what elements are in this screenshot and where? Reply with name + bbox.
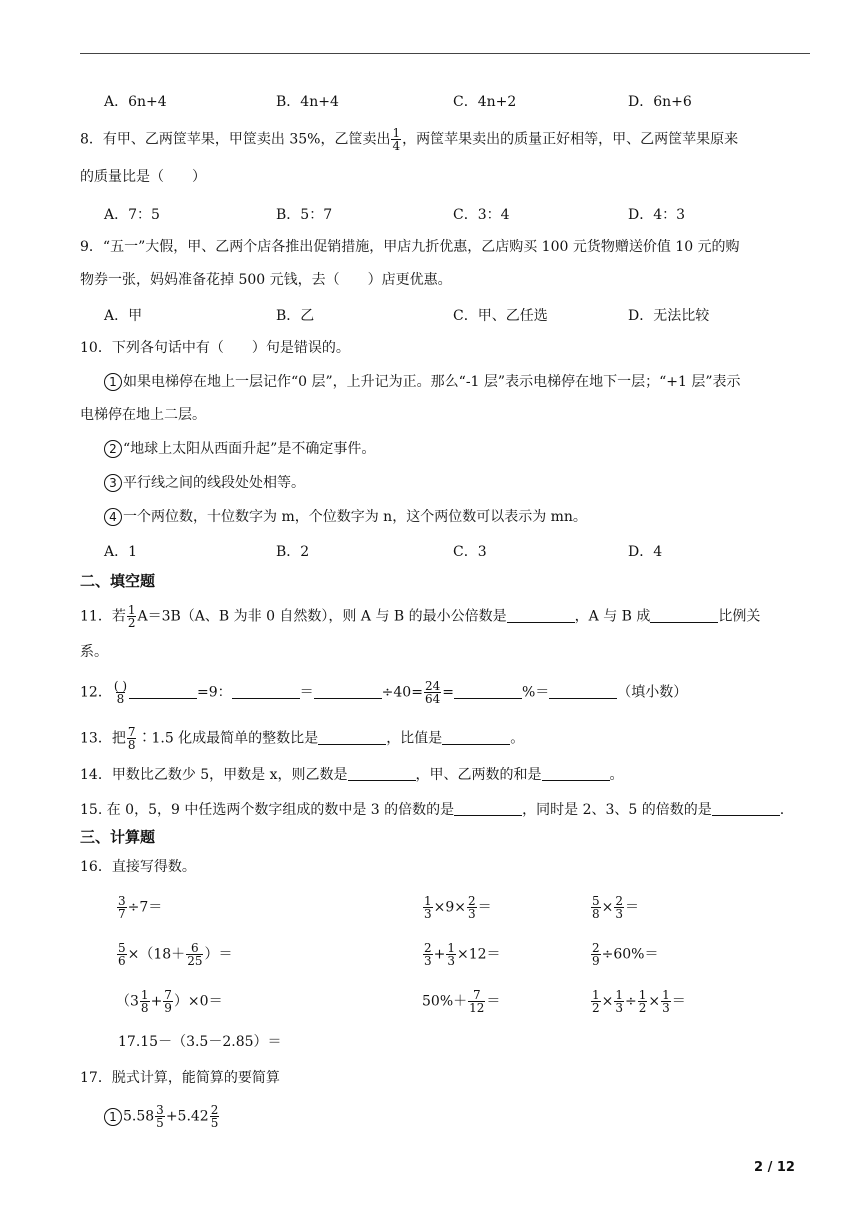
statement-3: 3 平行线之间的线段处处相等。: [104, 473, 305, 493]
option-c: C．4n+2: [453, 94, 517, 110]
question-15: 15. 在 0，5，9 中任选两个数字组成的数中是 3 的倍数的是 ，同时是 2、3、5 的倍数的是 .: [80, 802, 785, 818]
option-b: B．2: [276, 544, 310, 560]
option-a: A．7：5: [104, 207, 160, 223]
answer-blank[interactable]: [318, 730, 386, 745]
question-8: 8．有甲、乙两筐苹果，甲筐卖出 35%，乙筐卖出 $\frac{1}{4}$ ，两筐苹果卖出的质量正好相等，甲、乙两筐苹果原来: [80, 126, 739, 153]
page-number: 2 / 12: [754, 1160, 795, 1175]
question-16: 16．直接写得数。: [80, 859, 196, 875]
answer-blank[interactable]: [712, 801, 780, 816]
question-9-line2: 物券一张，妈妈准备花掉 500 元钱，去（ ）店更优惠。: [80, 272, 452, 288]
section-heading-fill-in: 二、填空题: [80, 572, 156, 590]
question-9: 9．“五一”大假，甲、乙两个店各推出促销措施，甲店九折优惠，乙店购买 100 元货物赠送价值 10 元的购: [80, 239, 740, 255]
option-c: C．3: [453, 544, 487, 560]
option-b: B．乙: [276, 308, 315, 324]
statement-2: 2 “地球上太阳从西面升起”是不确定事件。: [104, 439, 375, 459]
calc-item: $\frac{3}{7}$ ÷7＝: [118, 894, 163, 921]
question-17: 17．脱式计算，能简算的要简算: [80, 1070, 280, 1086]
answer-blank[interactable]: [454, 684, 522, 699]
statement-1-cont: 电梯停在地上二层。: [80, 407, 206, 423]
circled-number: 1: [104, 1108, 122, 1126]
section-heading-calculation: 三、计算题: [80, 828, 156, 846]
question-8-line2: 的质量比是（ ）: [80, 169, 206, 185]
answer-blank[interactable]: [232, 684, 300, 699]
option-d: D．无法比较: [628, 308, 710, 324]
header-rule: [80, 53, 810, 54]
calc-item: （3 $\frac{1}{8}$ + $\frac{7}{9}$ ）×0＝: [116, 988, 223, 1015]
option-d: D．4: [628, 544, 663, 560]
option-b: B．5：7: [276, 207, 333, 223]
calc-item: $\frac{1}{3}$ ×9× $\frac{2}{3}$ ＝: [424, 894, 492, 921]
calc-item: 17.15－（3.5－2.85）＝: [118, 1034, 282, 1050]
calc-item: $\frac{2}{3}$ + $\frac{1}{3}$ ×12＝: [424, 941, 501, 968]
question-13: 13．把 $\frac{7}{8}$ ∶1.5 化成最简单的整数比是 ，比值是 。: [80, 725, 525, 752]
question-12: 12． $\frac{( )}{8}$ =9： ＝ ÷40= $\frac{24}{64}$ = %＝ （填小数）: [80, 679, 688, 706]
option-b: B．4n+4: [276, 94, 339, 110]
answer-blank[interactable]: [129, 684, 197, 699]
answer-blank[interactable]: [650, 608, 718, 623]
circled-number: 2: [104, 440, 122, 458]
option-a: A．6n+4: [104, 94, 167, 110]
option-d: D．6n+6: [628, 94, 692, 110]
answer-blank[interactable]: [442, 730, 510, 745]
option-c: C．3：4: [453, 207, 510, 223]
statement-4: 4 一个两位数，十位数字为 m，个位数字为 n，这个两位数可以表示为 mn。: [104, 507, 587, 527]
circled-number: 1: [104, 373, 122, 391]
circled-number: 3: [104, 474, 122, 492]
calc-item: $\frac{5}{8}$ × $\frac{2}{3}$ ＝: [592, 894, 640, 921]
answer-blank[interactable]: [454, 801, 522, 816]
question-10: 10．下列各句话中有（ ）句是错误的。: [80, 340, 350, 356]
calc-item: 1 5.58 $\frac{3}{5}$ +5.42 $\frac{2}{5}$: [104, 1104, 220, 1129]
option-a: A．甲: [104, 308, 143, 324]
answer-blank[interactable]: [507, 608, 575, 623]
answer-blank[interactable]: [314, 684, 382, 699]
answer-blank[interactable]: [348, 766, 416, 781]
option-d: D．4：3: [628, 207, 686, 223]
question-11: 11．若 $\frac{1}{2}$ A＝3B（A、B 为非 0 自然数），则 A 与 B 的最小公倍数是 ，A 与 B 成 比例关: [80, 603, 761, 630]
calc-item: 50%＋ $\frac{7}{12}$ ＝: [422, 988, 501, 1015]
option-a: A．1: [104, 544, 138, 560]
circled-number: 4: [104, 508, 122, 526]
statement-1: 1 如果电梯停在地上一层记作“0 层”，上升记为正。那么“-1 层”表示电梯停在地下一层；“+1 层”表示: [104, 372, 740, 392]
option-c: C．甲、乙任选: [453, 308, 548, 324]
question-14: 14．甲数比乙数少 5，甲数是 x，则乙数是 ，甲、乙两数的和是 。: [80, 767, 624, 783]
answer-blank[interactable]: [542, 766, 610, 781]
calc-item: $\frac{5}{6}$ ×（18＋ $\frac{6}{25}$ ）＝: [118, 941, 233, 968]
calc-item: $\frac{2}{9}$ ÷60%＝: [592, 941, 659, 968]
calc-item: $\frac{1}{2}$ × $\frac{1}{3}$ ÷ $\frac{1}{2}$ × $\frac{1}{3}$ ＝: [592, 988, 686, 1015]
answer-blank[interactable]: [549, 684, 617, 699]
question-11-line2: 系。: [80, 644, 108, 660]
